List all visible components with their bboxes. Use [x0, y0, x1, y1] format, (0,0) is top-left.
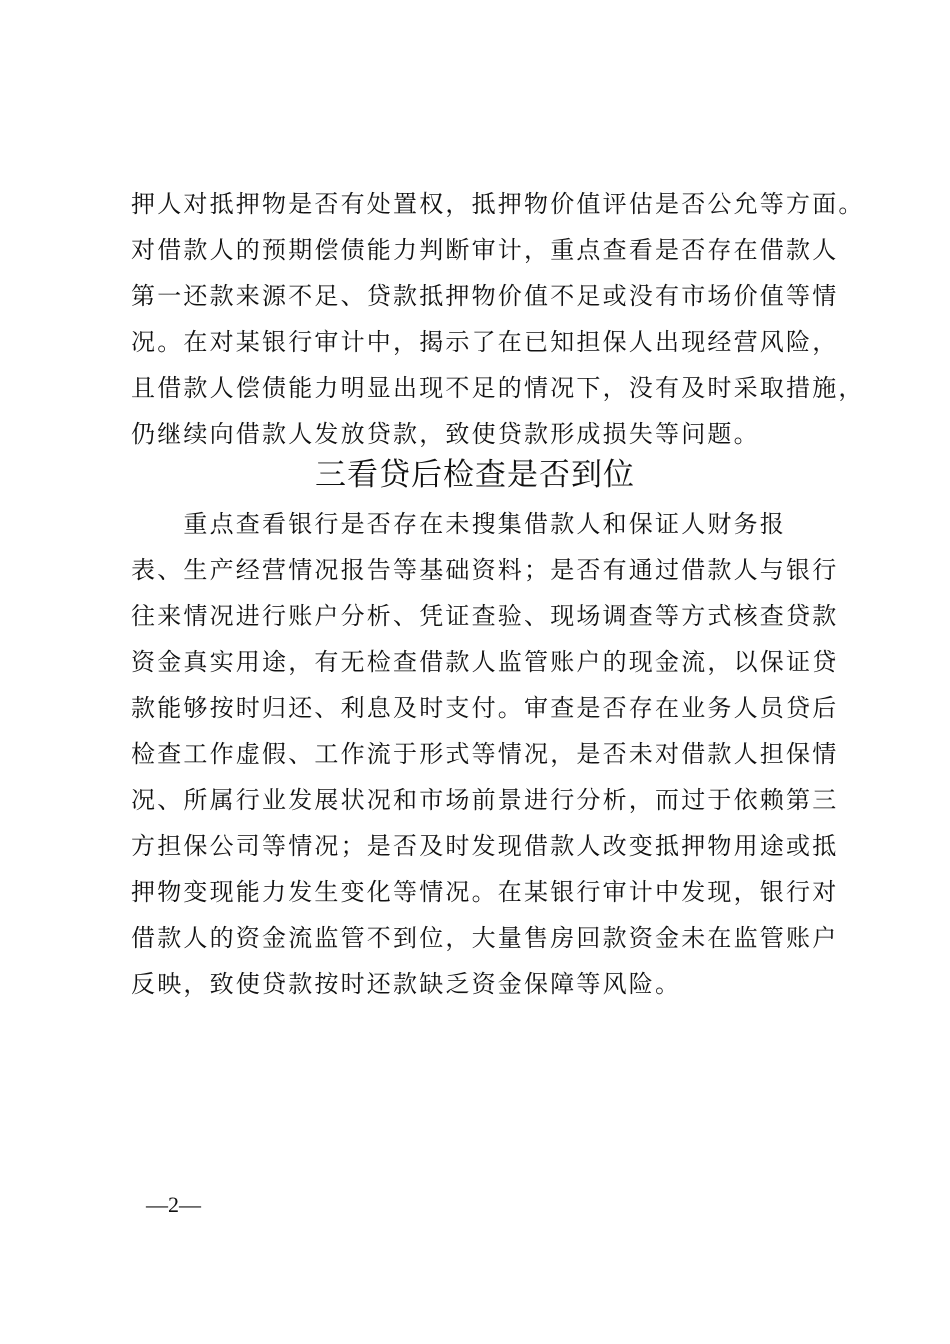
- paragraph-line: 资金真实用途，有无检查借款人监管账户的现金流，以保证贷: [131, 648, 839, 676]
- paragraph-line: 且借款人偿债能力明显出现不足的情况下，没有及时采取措施，: [131, 374, 865, 402]
- paragraph-collateral-audit: [131, 181, 865, 457]
- paragraph-line: 对借款人的预期偿债能力判断审计，重点查看是否存在借款人: [131, 236, 839, 264]
- paragraph-line: 反映，致使贷款按时还款缺乏资金保障等风险。: [131, 970, 682, 998]
- paragraph-line: 方担保公司等情况；是否及时发现借款人改变抵押物用途或抵: [131, 832, 839, 860]
- page-number: —2—: [146, 1192, 201, 1217]
- paragraph-line: 况。在对某银行审计中，揭示了在已知担保人出现经营风险，: [131, 328, 839, 356]
- paragraph-line: 表、生产经营情况报告等基础资料；是否有通过借款人与银行: [131, 556, 839, 584]
- paragraph-line: 借款人的资金流监管不到位，大量售房回款资金未在监管账户: [131, 924, 839, 952]
- paragraph-line: 押物变现能力发生变化等情况。在某银行审计中发现，银行对: [131, 878, 839, 906]
- paragraph-line: 仍继续向借款人发放贷款，致使贷款形成损失等问题。: [131, 420, 760, 448]
- paragraph-line: 款能够按时归还、利息及时支付。审查是否存在业务人员贷后: [131, 694, 839, 722]
- section-heading: 三看贷后检查是否到位: [315, 457, 635, 493]
- paragraph-line: 况、所属行业发展状况和市场前景进行分析，而过于依赖第三: [131, 786, 839, 814]
- paragraph-line: 押人对抵押物是否有处置权，抵押物价值评估是否公允等方面。: [131, 190, 865, 218]
- paragraph-post-loan-check: [131, 501, 843, 1007]
- paragraph-line: 往来情况进行账户分析、凭证查验、现场调查等方式核查贷款: [131, 602, 839, 630]
- paragraph-line: 重点查看银行是否存在未搜集借款人和保证人财务报: [131, 510, 786, 538]
- paragraph-line: 第一还款来源不足、贷款抵押物价值不足或没有市场价值等情: [131, 282, 839, 310]
- paragraph-line: 检查工作虚假、工作流于形式等情况，是否未对借款人担保情: [131, 740, 839, 768]
